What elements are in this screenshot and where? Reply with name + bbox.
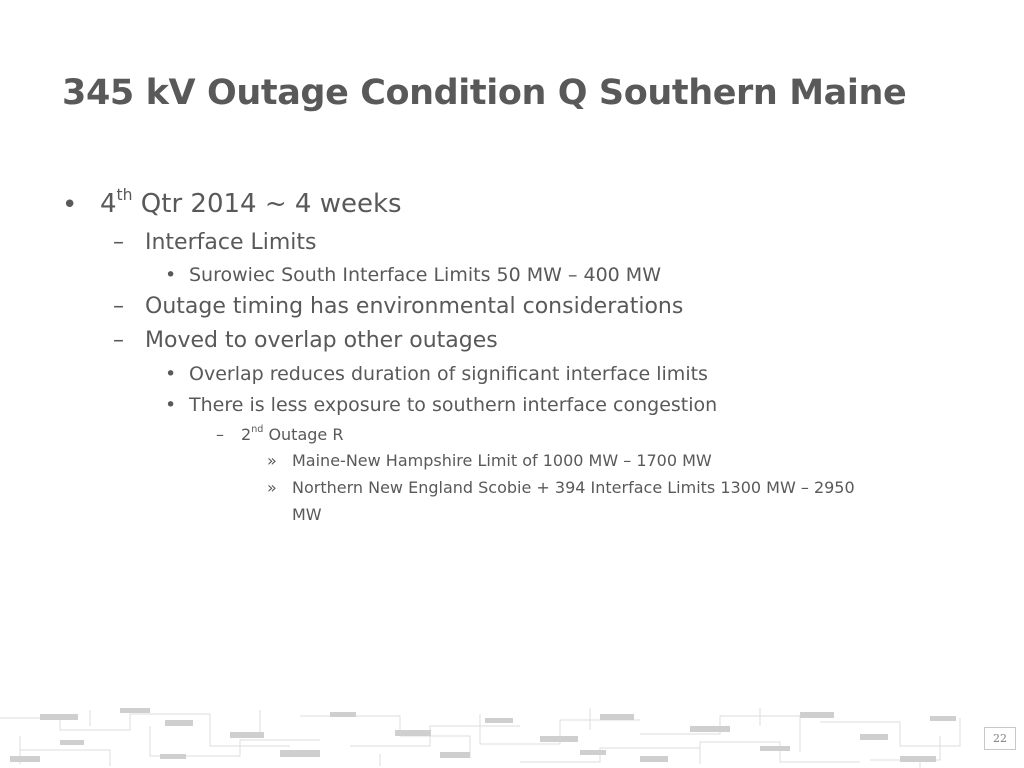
bullet-level1-quarter — [100, 186, 402, 219]
bullet-level2-interface-limits: Interface Limits — [145, 230, 317, 255]
bullet-level5-nne-scobie-continued: MW — [292, 505, 322, 524]
ordinal-suffix: nd — [251, 424, 264, 436]
bullet-level5-nne-scobie: Northern New England Scobie + 394 Interface Limits 1300 MW – 2950 — [292, 478, 855, 497]
bullet-level2-outage-timing: Outage timing has environmental considerations — [145, 294, 684, 319]
bullet-icon: • — [165, 264, 177, 286]
slide-title: 345 kV Outage Condition Q Southern Maine — [62, 73, 907, 113]
bullet-text: Qtr 2014 ~ 4 weeks — [132, 189, 402, 219]
bullet-level5-maine-nh: Maine-New Hampshire Limit of 1000 MW – 1700 MW — [292, 451, 712, 470]
dash-icon: – — [113, 294, 124, 319]
bullet-icon: • — [165, 394, 177, 416]
bullet-icon: • — [62, 190, 78, 220]
bullet-icon: • — [165, 363, 177, 385]
bullet-text: Outage R — [263, 425, 344, 444]
chevron-icon: » — [267, 478, 277, 497]
circuit-decoration — [0, 706, 1024, 768]
bullet-level3-less-exposure: There is less exposure to southern interface congestion — [189, 394, 718, 416]
chevron-icon: » — [267, 451, 277, 470]
ordinal-suffix: th — [116, 186, 133, 205]
bullet-text: 4 — [100, 189, 117, 219]
dash-icon: – — [216, 425, 224, 444]
page-number: 22 — [984, 727, 1016, 750]
bullet-level3-surowiec: Surowiec South Interface Limits 50 MW – 400 MW — [189, 264, 661, 286]
bullet-level3-overlap-reduces: Overlap reduces duration of significant interface limits — [189, 363, 708, 385]
bullet-level4-outage-r — [241, 425, 343, 444]
dash-icon: – — [113, 328, 124, 353]
bullet-level2-overlap: Moved to overlap other outages — [145, 328, 498, 353]
dash-icon: – — [113, 230, 124, 255]
bullet-text: 2 — [241, 425, 252, 444]
